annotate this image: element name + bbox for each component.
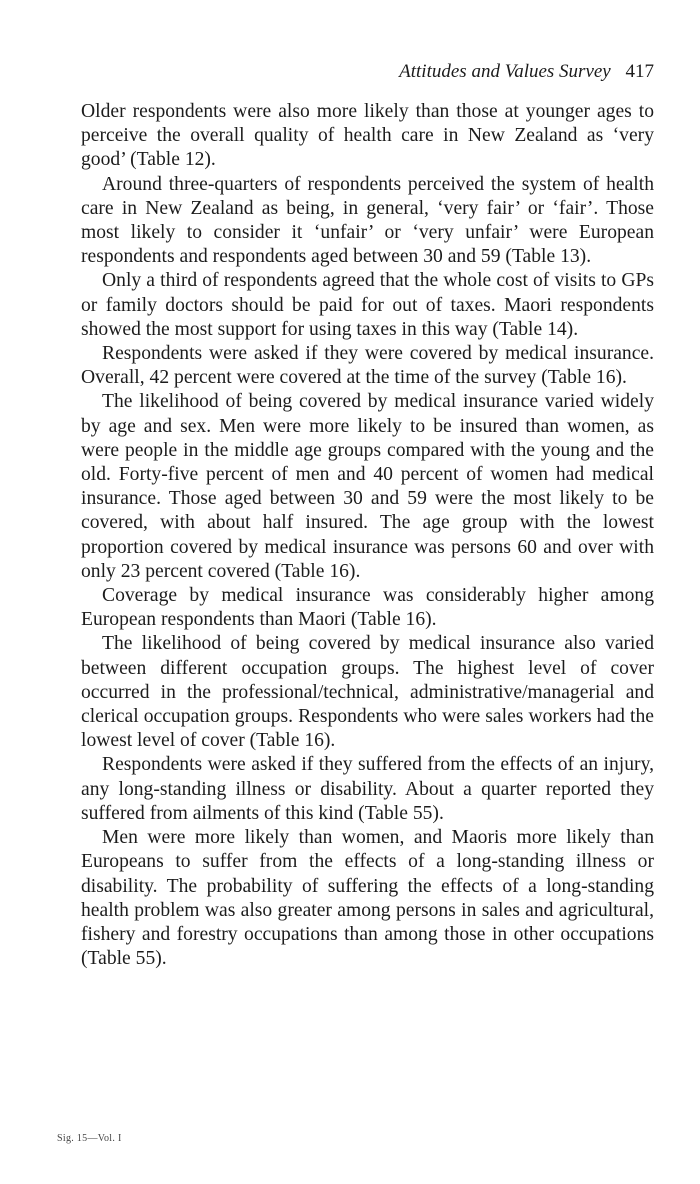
paragraph: Coverage by medical insurance was considerably higher among European respondents than Maori (Table 16). xyxy=(81,585,654,631)
paragraph: Older respondents were also more likely than those at younger ages to perceive the overall quality of health care in New Zealand as ‘very good’ (Table 12). xyxy=(81,101,654,171)
paragraph: Around three-quarters of respondents perceived the system of health care in New Zealand as being, in general, ‘very fair’ or ‘fair’. Those most likely to consider it ‘unfair’ or ‘very unfair’ were European respondents and respondents aged between 30 and 59 (Table 13). xyxy=(81,173,654,268)
paragraph: Men were more likely than women, and Maoris more likely than Europeans to suffer from the effects of a long-standing illness or disability. The probability of suffering the effects of a long-standing health problem was also greater among persons in sales and agricultural, fishery and forestry occupations than among those in other occupations (Table 55). xyxy=(81,827,654,970)
signature-mark: Sig. 15—Vol. I xyxy=(57,1133,122,1144)
running-head xyxy=(399,60,654,84)
paragraph: Only a third of respondents agreed that the whole cost of visits to GPs or family doctors should be paid for out of taxes. Maori respondents showed the most support for using taxes in this way (Table 14). xyxy=(81,270,654,340)
body-text xyxy=(81,100,654,971)
paragraph: The likelihood of being covered by medical insurance varied widely by age and sex. Men were more likely to be insured than women, as were people in the middle age groups compared with the young and the old. Forty-five percent of men and 40 percent of women had medical insurance. Those aged between 30 and 59 were the most likely to be covered, with about half insured. The age group with the lowest proportion covered by medical insurance was persons 60 and over with only 23 percent covered (Table 16). xyxy=(81,391,654,582)
paragraph: Respondents were asked if they suffered from the effects of an injury, any long-standing illness or disability. About a quarter reported they suffered from ailments of this kind (Table 55). xyxy=(81,754,654,824)
paragraph: The likelihood of being covered by medical insurance also varied between different occupation groups. The highest level of cover occurred in the professional/technical, administrative/managerial and clerical occupation groups. Respondents who were sales workers had the lowest level of cover (Table 16). xyxy=(81,633,654,752)
page-number: 417 xyxy=(625,61,654,82)
running-head-title: Attitudes and Values Survey xyxy=(399,61,611,82)
paragraph: Respondents were asked if they were covered by medical insurance. Overall, 42 percent were covered at the time of the survey (Table 16). xyxy=(81,343,654,389)
